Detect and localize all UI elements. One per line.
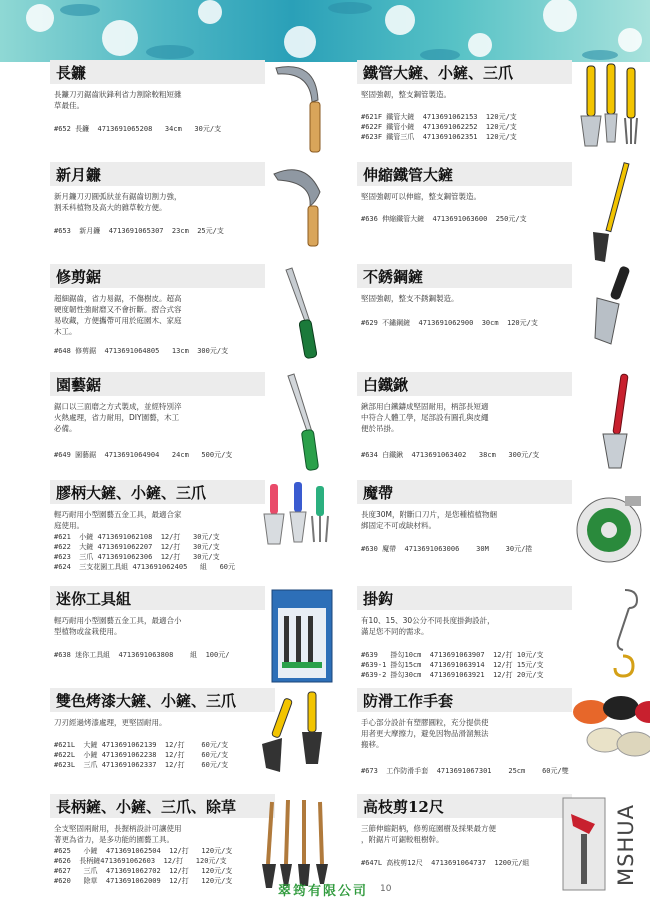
product-desc: 超細鋸齒，省力易鋸，不傷樹皮。超高 硬度韌性強耐磨又不會折斷。摺合式容 易收藏，方便攜帶可用於庭園木、家庭 木工。 [54, 294, 182, 336]
product-card-telescopic-shovel [357, 162, 645, 270]
product-desc: 全支堅固兩耐用，長握柄設計可讓使用 著更為省力，是多功能的園藝工具。 [54, 824, 182, 844]
garden-saw-icon [266, 372, 338, 476]
brand-logo: MSHUA [614, 804, 638, 886]
product-card-mini-tool-set [50, 586, 338, 694]
product-title: 園藝鋸 [50, 372, 265, 396]
product-desc: 堅固強韌，整支不銹鋼製造。 [361, 294, 459, 303]
product-items: #630 魔帶 4713691063006 30M 30元/捲 [361, 545, 533, 553]
pole-pruner-icon [559, 794, 609, 898]
telescopic-shovel-icon [575, 162, 645, 266]
folding-saw-icon [266, 264, 338, 368]
product-card-long-sickle [50, 60, 338, 168]
product-card-crescent-sickle [50, 162, 338, 270]
stainless-shovel-icon [575, 264, 645, 368]
product-items: #638 迷你工具組 4713691063808 組 100元/ [54, 651, 230, 659]
product-items: #621L 大鏟 4713691062139 12/打 60元/支 #622L 小鏟 4713691062238 12/打 60元/支 #623L 三爪 4713691062337 12/打 60元/支 [54, 741, 229, 769]
tape-reel-icon [565, 480, 645, 584]
product-desc: 輕巧耐用小型園藝五金工具，最適合家 庭使用。 [54, 510, 182, 530]
product-items: #621 小鏟 4713691062108 12/打 30元/支 #622 大鏟 4713691062207 12/打 30元/支 #623 三爪 4713691062306 12/打 30元/支 #624 三支花園工具組 4713691062405 組 60元 [54, 533, 236, 571]
product-items: #673 工作防滑手套 4713691067301 25cm 60元/雙 [361, 767, 569, 775]
product-desc: 長度30M，附斷口刀片，是您種植植物綑 綁固定不可或缺材料。 [361, 510, 498, 530]
trowel-set-icon [258, 480, 338, 584]
product-title: 雙色烤漆大鏟、小鏟、三爪 [50, 688, 275, 712]
floral-banner [0, 0, 650, 62]
product-title: 鐵管大鏟、小鏟、三爪 [357, 60, 572, 84]
product-title: 長柄鏟、小鏟、三爪、除草 [50, 794, 275, 818]
product-card-steel-trowels [357, 60, 645, 168]
product-desc: 長鐮刀刃鋸齒狀鋒利省力割除較粗短雜 草最佳。 [54, 90, 182, 110]
product-items: #636 伸縮鐵管大鏟 4713691063600 250元/支 [361, 215, 527, 223]
hook-icon [595, 586, 645, 690]
product-items: #647L 高枝剪12尺 4713691064737 1200元/組 [361, 859, 530, 867]
product-desc: 鋸口以三面磨之方式製成，並經特別淬 火熱處理，省力耐用，DIY園藝，木工 必備。 [54, 402, 182, 433]
product-title: 新月鐮 [50, 162, 265, 186]
page-number: 10 [380, 884, 392, 894]
product-items: #625 小鏟 4713691062504 12/打 120元/支 #626 長柄鏟4713691062603 12/打 120元/支 #627 三爪 4713691062702 12/打 120元/支 #620 除草 4713691062009 12/打 120元/支 [54, 847, 233, 885]
product-title: 長鐮 [50, 60, 265, 84]
painted-trowel-icon [258, 688, 338, 792]
product-desc: 三節伸縮鋁柄，修剪庭園樹及採果最方便 ，附鋸片可鋸較粗樹幹。 [361, 824, 496, 844]
product-items: #648 修剪鋸 4713691064805 13cm 300元/支 [54, 347, 229, 355]
product-title: 掛鈎 [357, 586, 572, 610]
product-items: #629 不鏽鋼鏟 4713691062900 30cm 120元/支 [361, 319, 538, 327]
product-items: #653 新月鐮 4713691065307 23cm 25元/支 [54, 227, 224, 235]
product-desc: 新月鐮刀刃圓弧狀並有鋸齒切割力強， 割禾科植物及高大的雜草較方便。 [54, 192, 182, 212]
product-card-painted-trowels [50, 688, 338, 796]
product-card-white-iron-spade [357, 372, 645, 480]
product-card-magic-tape [357, 480, 645, 588]
product-card-gloves [357, 688, 645, 796]
product-title: 迷你工具組 [50, 586, 265, 610]
product-desc: 有10、15、30公分不同長度掛鉤設計， 滿足您不同的需求。 [361, 616, 495, 636]
product-title: 不銹鋼鏟 [357, 264, 572, 288]
product-card-rubber-trowels [50, 480, 338, 588]
product-desc: 堅固強韌，整支鋼管製造。 [361, 90, 451, 99]
product-desc: 手心部分設計有塑膠圓粒，充分提供使 用者更大摩擦力，避免因物品滑溜無法 搬移。 [361, 718, 489, 749]
gloves-icon [565, 688, 650, 792]
product-title: 高枝剪12尺 [357, 794, 572, 818]
spade-icon [575, 372, 645, 476]
product-card-stainless-shovel [357, 264, 645, 372]
product-card-pole-pruner [357, 794, 645, 900]
product-items: #639 掛勾10cm 4713691063907 12/打 10元/支 #639-1 掛勾15cm 4713691063914 12/打 15元/支 #639-2 掛勾30cm 4713691063921 12/打 20元/支 [361, 651, 544, 679]
product-title: 伸縮鐵管大鏟 [357, 162, 572, 186]
product-desc: 輕巧耐用小型園藝五金工具，最適合小 型植物或盆栽使用。 [54, 616, 182, 636]
sickle-icon [266, 60, 338, 164]
product-title: 膠柄大鏟、小鏟、三爪 [50, 480, 265, 504]
sickle-icon [266, 162, 338, 266]
product-items: #621F 鐵管大鏟 4713691062153 120元/支 #622F 鐵管小鏟 4713691062252 120元/支 #623F 鐵管三爪 4713691062351 120元/支 [361, 113, 517, 141]
product-title: 魔帶 [357, 480, 572, 504]
product-card-pruning-saw [50, 264, 338, 372]
product-title: 修剪鋸 [50, 264, 265, 288]
product-desc: 鍬部用白鐵鑄成堅固耐用，柄部長短適 中符合人體工學，尾部設有圓孔與皮繩 便於吊掛。 [361, 402, 489, 433]
product-card-garden-saw [50, 372, 338, 480]
product-desc: 刀刃經過烤漆處理，更堅固耐用。 [54, 718, 167, 727]
product-items: #649 園藝鋸 4713691064904 24cm 500元/支 [54, 451, 233, 459]
product-title: 防滑工作手套 [357, 688, 572, 712]
product-items: #634 白鐵鍬 4713691063402 38cm 300元/支 [361, 451, 540, 459]
steel-trowel-icon [575, 60, 645, 164]
mini-tool-set-icon [266, 586, 338, 690]
product-desc: 堅固強韌可以伸縮，整支鋼管製造。 [361, 192, 481, 201]
product-items: #652 長鐮 4713691065208 34cm 30元/支 [54, 125, 222, 133]
product-card-hooks [357, 586, 645, 694]
product-title: 白鐵鍬 [357, 372, 572, 396]
company-name: 翠筠有限公司 [278, 884, 369, 899]
